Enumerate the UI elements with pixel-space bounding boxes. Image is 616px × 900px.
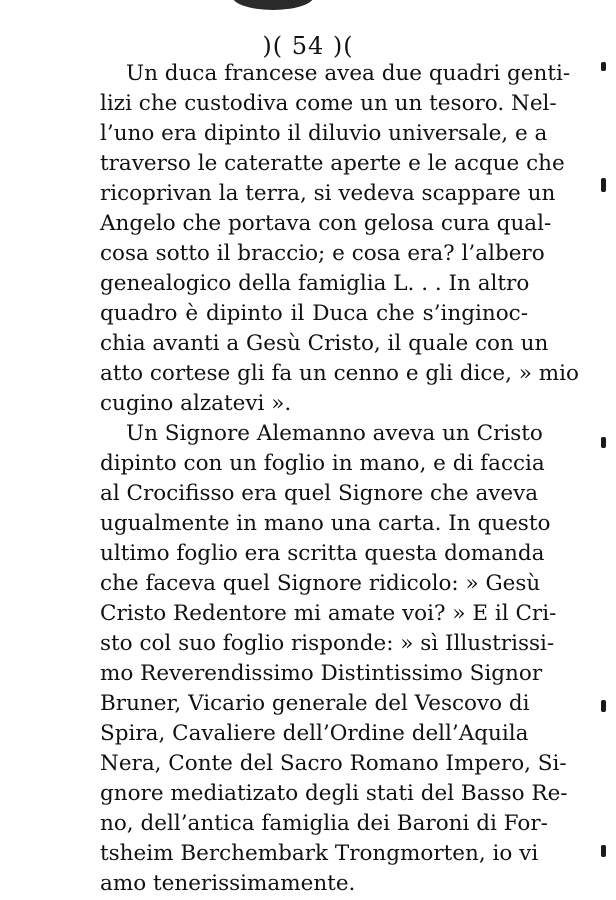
text-line: chia avanti a Gesù Cristo, il quale con un [100, 331, 549, 356]
text-line: cugino alzatevi ». [100, 391, 292, 416]
edge-speck [601, 62, 606, 71]
edge-speck [601, 700, 606, 712]
text-line: Spira, Cavaliere dell’Ordine dell’Aquila [100, 721, 529, 746]
text-line: cosa sotto il braccio; e cosa era? l’albero [100, 241, 545, 266]
text-line: Cristo Redentore mi amate voi? » E il Cri- [100, 601, 557, 626]
text-line: gnore mediatizato degli stati del Basso Re- [100, 781, 568, 806]
text-line: Un duca francese avea due quadri genti- [126, 61, 571, 86]
edge-speck [601, 845, 606, 857]
paragraph-1 [100, 59, 579, 419]
text-line: al Crocifisso era quel Signore che aveva [100, 481, 539, 506]
edge-speck [601, 178, 606, 192]
text-line: Un Signore Alemanno aveva un Cristo [126, 421, 543, 446]
text-line: sto col suo foglio risponde: » sì Illustrissi- [100, 631, 555, 656]
text-line: tsheim Berchembark Trongmorten, io vi [100, 841, 539, 866]
text-line: ultimo foglio era scritta questa domanda [100, 541, 545, 566]
text-line: Bruner, Vicario generale del Vescovo di [100, 691, 530, 716]
paragraph-2 [100, 419, 568, 899]
text-line: Nera, Conte del Sacro Romano Impero, Si- [100, 751, 567, 776]
binding-shadow [232, 0, 314, 10]
body-text [100, 59, 579, 899]
text-line: ugualmente in mano una carta. In questo [100, 511, 551, 536]
text-line: atto cortese gli fa un cenno e gli dice, » mio [100, 361, 579, 386]
text-line: mo Reverendissimo Distintissimo Signor [100, 661, 543, 686]
text-line: dipinto con un foglio in mano, e di faccia [100, 451, 545, 476]
text-line: l’uno era dipinto il diluvio universale, e a [100, 121, 548, 146]
text-line: traverso le cateratte aperte e le acque che [100, 151, 565, 176]
text-line: che faceva quel Signore ridicolo: » Gesù [100, 571, 541, 596]
text-line: Angelo che portava con gelosa cura qual- [100, 211, 552, 236]
text-line: amo tenerissimamente. [100, 871, 356, 896]
text-line: lizi che custodiva come un un tesoro. Nel- [100, 91, 557, 116]
page-number: )( 54 )( [262, 32, 354, 60]
text-line: quadro è dipinto il Duca che s’inginoc- [100, 301, 528, 326]
text-line: ricoprivan la terra, si vedeva scappare un [100, 181, 556, 206]
text-line: genealogico della famiglia L. . . In altro [100, 271, 530, 296]
edge-speck [601, 437, 606, 448]
text-line: no, dell’antica famiglia dei Baroni di For- [100, 811, 548, 836]
